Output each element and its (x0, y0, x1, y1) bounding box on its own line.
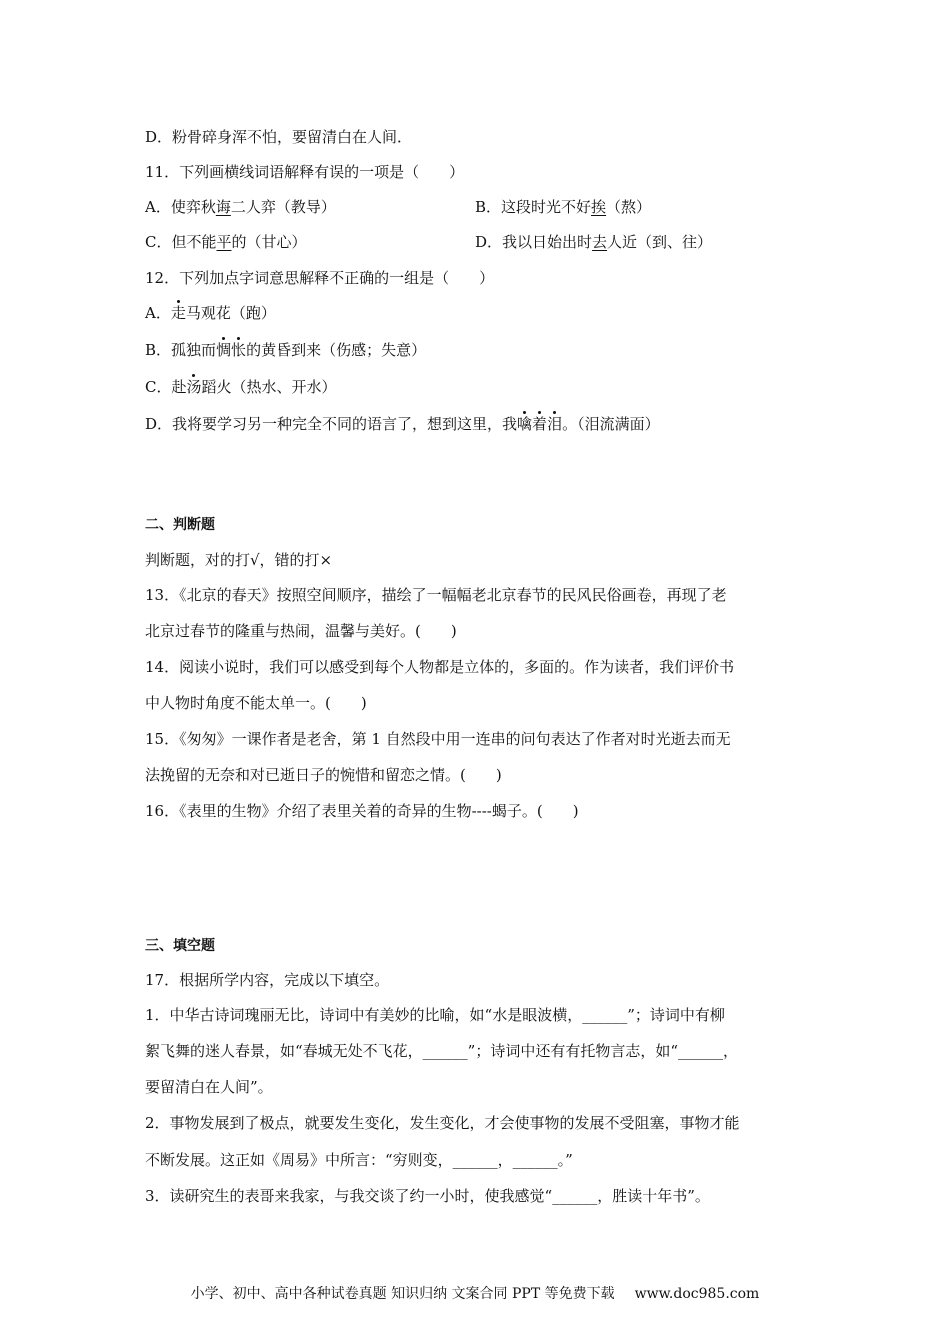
q11-option-a (145, 197, 336, 217)
q11-option-b (475, 197, 651, 217)
section2-heading: 二、判断题 (145, 517, 215, 533)
q11-a-post: 二人弈（教导） (230, 198, 336, 216)
q17-p2-line1: 2．事物发展到了极点，就要发生变化，发生变化，才会使事物的发展不受阻塞，事物才能 (145, 1114, 740, 1132)
q12-c-post: 蹈火（热水、开水） (201, 378, 337, 396)
q15-line1: 15．《匆匆》一课作者是老舍，第 1 自然段中用一连串的问句表达了作者对时光逝去而无 (145, 730, 731, 748)
q11-a-underlined: 诲 (215, 198, 231, 216)
q12-b-post: 的黄昏到来（伤感；失意） (246, 341, 427, 359)
q12-option-a (145, 303, 276, 323)
q17-p3: 3．读研究生的表哥来我家，与我交谈了约一小时，使我感觉“______，胜读十年书”。 (145, 1187, 710, 1205)
q11-b-pre: B．这段时光不好 (475, 198, 592, 216)
q17-p1-line2: 絮飞舞的迷人春景，如“春城无处不飞花，______”；诗词中还有有托物言志，如“______， (145, 1042, 739, 1060)
q11-c-post: 的（甘心） (231, 233, 307, 251)
q12-d-dotted-2: 着 (532, 415, 548, 433)
q14-line2: 中人物时角度不能太单一。( ) (145, 694, 367, 712)
q12-a-post: 马观花（跑） (185, 304, 276, 322)
q11-c-pre: C．但不能 (145, 233, 217, 251)
q13-line2: 北京过春节的隆重与热闹，温馨与美好。( ) (145, 622, 457, 640)
q12-option-d (145, 414, 660, 434)
q12-option-b (145, 340, 426, 360)
q11-c-underlined: 平 (216, 233, 232, 251)
q17-p2-line2: 不断发展。这正如《周易》中所言：“穷则变，______，______。” (145, 1151, 573, 1169)
q10-option-d: D．粉骨碎身浑不怕，要留清白在人间． (145, 128, 413, 146)
q12-c-pre: C．赴 (145, 378, 187, 396)
q11-stem: 11．下列画横线词语解释有误的一项是（ ） (145, 163, 465, 181)
footer-url[interactable]: www.doc985.com (634, 1286, 760, 1302)
q12-d-pre: D．我将要学习另一种完全不同的语言了，想到这里，我 (145, 415, 518, 433)
q17-p1-line1: 1．中华古诗词瑰丽无比，诗词中有美妙的比喻，如“水是眼波横，______”；诗词中有柳 (145, 1006, 725, 1024)
q12-a-dotted: 走 (170, 304, 186, 322)
section2-intro: 判断题，对的打√，错的打× (145, 551, 333, 569)
q11-option-c (145, 232, 307, 252)
q11-b-underlined: 挨 (591, 198, 607, 216)
q14-line1: 14．阅读小说时，我们可以感受到每个人物都是立体的，多面的。作为读者，我们评价书 (145, 658, 735, 676)
q17-p1-line3: 要留清白在人间”。 (145, 1078, 273, 1096)
q12-d-dotted-3: 泪 (547, 415, 563, 433)
q11-d-post: 人近（到、往） (607, 233, 713, 251)
q12-stem: 12．下列加点字词意思解释不正确的一组是（ ） (145, 269, 495, 287)
q12-b-dotted-2: 怅 (231, 341, 247, 359)
q15-line2: 法挽留的无奈和对已逝日子的惋惜和留恋之情。( ) (145, 766, 502, 784)
q11-b-post: （熬） (606, 198, 652, 216)
q12-d-post: 。（泪流满面） (562, 415, 660, 433)
footer-text: 小学、初中、高中各种试卷真题 知识归纳 文案合同 PPT 等免费下载 (190, 1286, 615, 1302)
q12-d-dotted-1: 噙 (517, 415, 533, 433)
q12-c-dotted: 汤 (186, 378, 202, 396)
section3-heading: 三、填空题 (145, 938, 215, 954)
q16: 16．《表里的生物》介绍了表里关着的奇异的生物----蝎子。( ) (145, 802, 579, 820)
q11-option-d (475, 232, 712, 252)
q12-option-c (145, 377, 337, 397)
page-footer (0, 1284, 950, 1304)
q11-d-pre: D．我以日始出时 (475, 233, 593, 251)
q11-a-pre: A．使弈秋 (145, 198, 216, 216)
q17-stem: 17．根据所学内容，完成以下填空。 (145, 971, 390, 989)
q12-a-pre: A． (145, 304, 171, 322)
q12-b-dotted-1: 惆 (216, 341, 232, 359)
q11-d-underlined: 去 (592, 233, 608, 251)
q13-line1: 13．《北京的春天》按照空间顺序，描绘了一幅幅老北京春节的民风民俗画卷，再现了老 (145, 586, 727, 604)
q12-b-pre: B．孤独而 (145, 341, 217, 359)
